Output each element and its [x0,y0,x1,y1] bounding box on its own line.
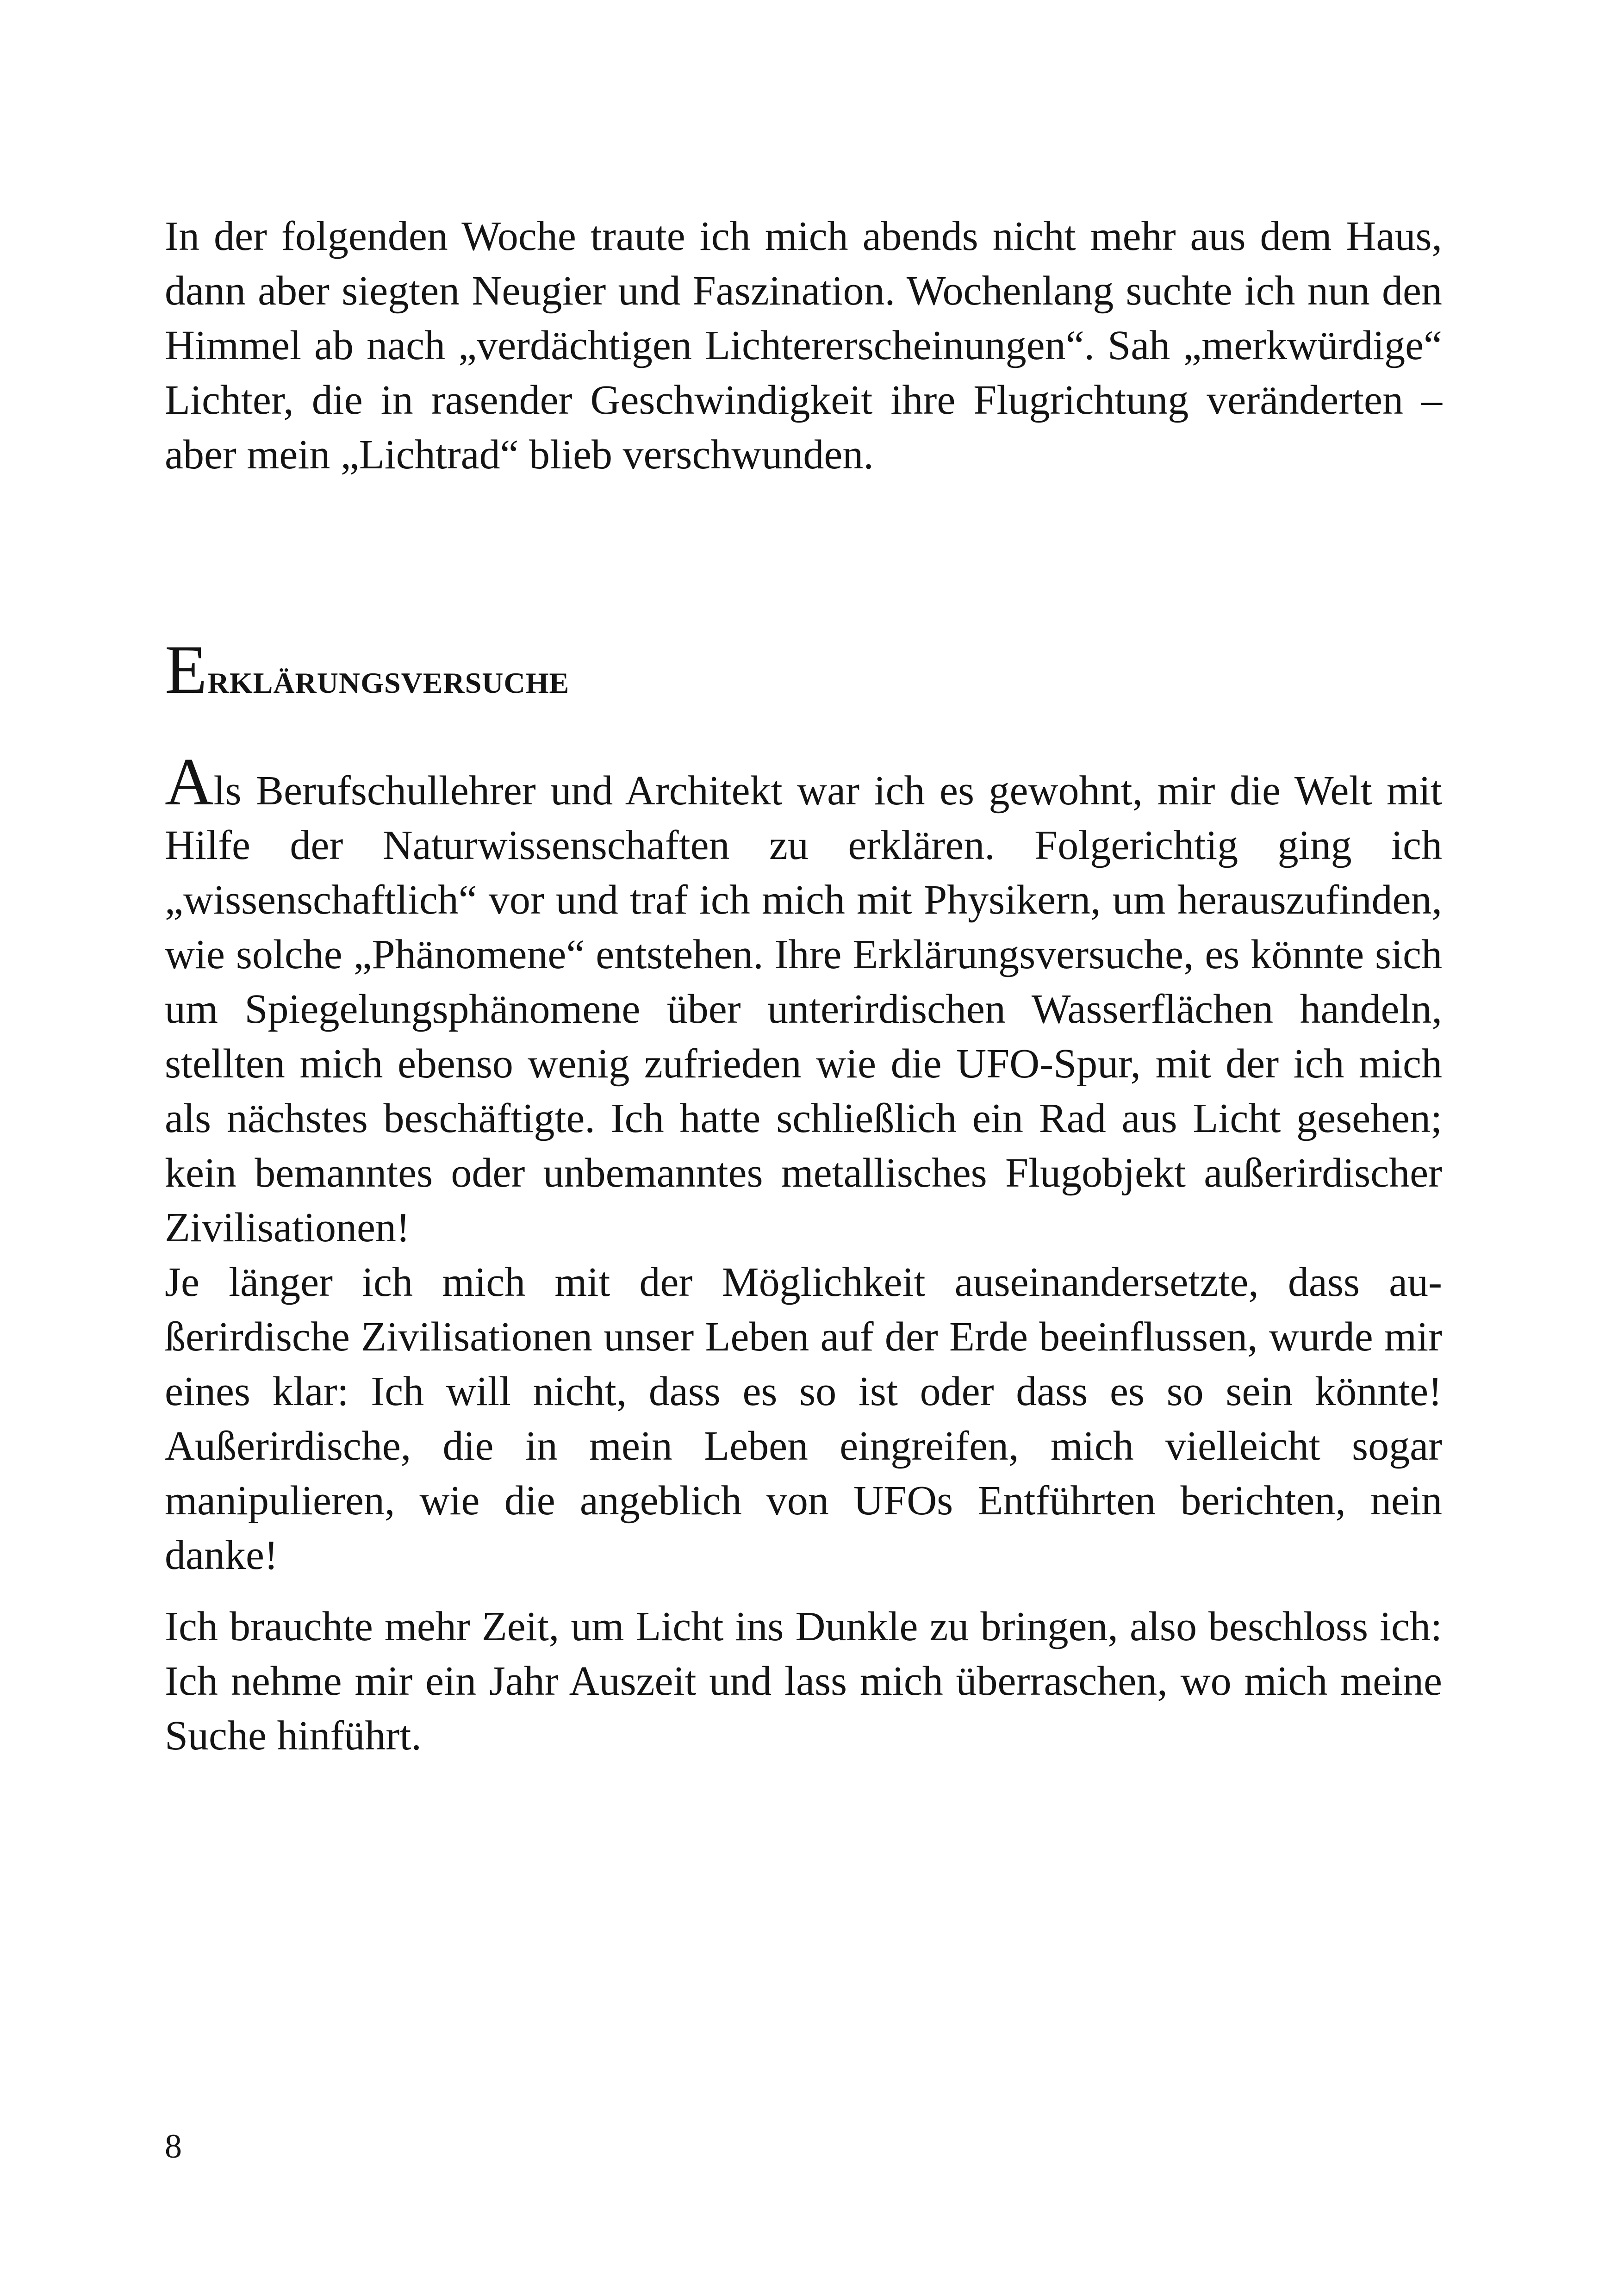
section-first-paragraph [165,744,1442,1255]
intro-paragraph: In der folgenden Woche traute ich mich abends nicht mehr aus dem Haus, dann aber siegten Neugier und Faszination. Wochenlang suchte ich nun den Himmel ab nach „verdächtigen Lichtererscheinungen“. Sah „merkwürdige“ Lichter, die in rasender Geschwindigkeit ihre Flugrichtung veränderten – aber mein „Lichtrad“ blieb verschwunden. [165,213,1442,478]
first-paragraph-rest: ls Berufschullehrer und Architekt war ich es gewohnt, mir die Welt mit Hilfe der Naturwissenschaften zu erklären. Folgerichtig ging ich „wissenschaftlich“ vor und traf ich mich mit Physikern, um herauszufinden, wie solche „Phänomene“ entstehen. Ihre Erklärungsversuche, es könnte sich um Spiegelungsphänomene über unterirdischen Wasserflächen handeln, stellten mich ebenso wenig zufrieden wie die UFO-Spur, mit der ich mich als nächstes beschäftigte. Ich hatte schließlich ein Rad aus Licht gesehen; kein bemanntes oder unbemanntes metallisches Flugobjekt außerirdischer Zivilisationen! [165,768,1442,1251]
first-paragraph-initial: A [165,744,214,819]
section-heading [165,631,1442,709]
page-number: 8 [165,2128,182,2165]
heading-initial: E [165,631,208,708]
section-second-paragraph: Je länger ich mich mit der Möglichkeit auseinandersetzte, dass außerirdische Zivilisationen unser Leben auf der Erde beeinflussen, wurde mir eines klar: Ich will nicht, dass es so ist oder dass es so sein könnte! Außerirdische, die in mein Leben eingreifen, mich vielleicht sogar manipulieren, wie die angeblich von UFOs Entführten berichten, nein danke! [165,1259,1442,1578]
section-third-paragraph: Ich brauchte mehr Zeit, um Licht ins Dunkle zu bringen, also beschloss ich: Ich nehme mir ein Jahr Auszeit und lass mich überraschen, wo mich meine Suche hinführt. [165,1604,1442,1759]
heading-rest: rklärungsversuche [207,655,570,702]
text-column [165,209,1442,1763]
